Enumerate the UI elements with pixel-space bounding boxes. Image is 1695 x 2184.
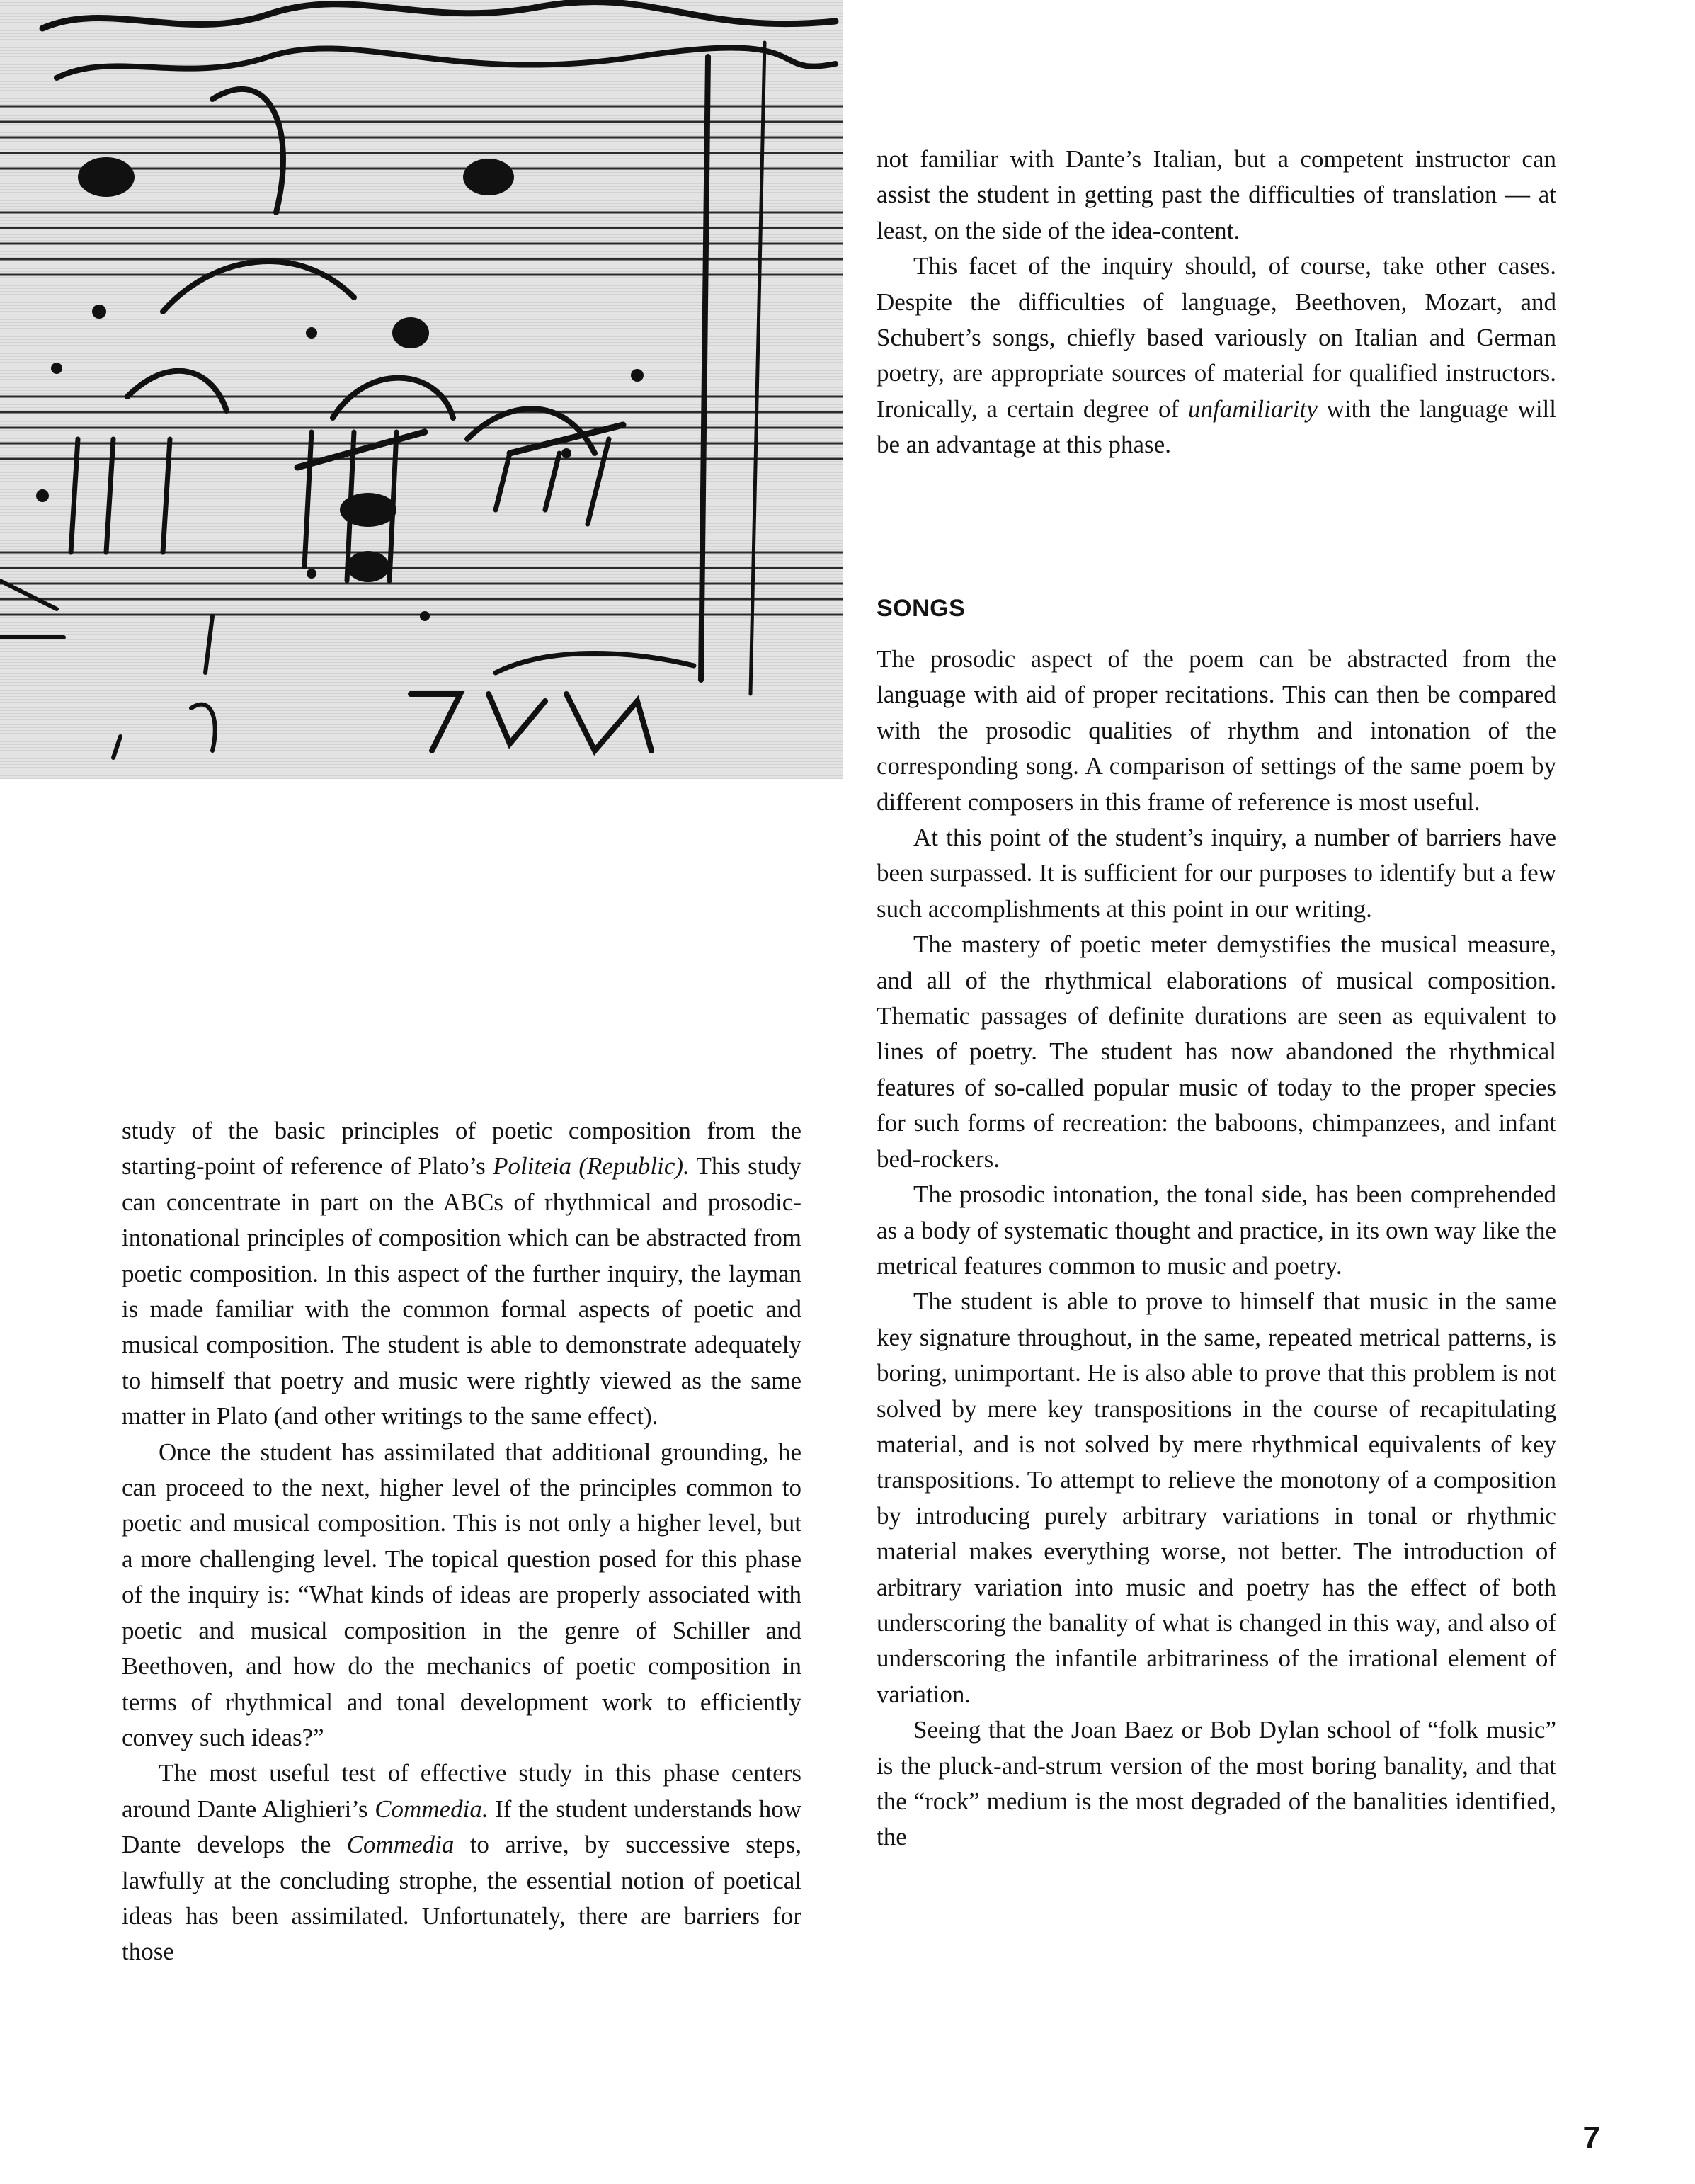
handwritten-music-manuscript-image [0,0,843,779]
italic-emphasis: unfamiliarity [1188,394,1318,423]
right-column-bottom [877,642,1556,1855]
paragraph: not familiar with Dante’s Italian, but a competent instructor can assist the student in getting past the difficulties of translation — at least, on the side of the idea-content. [877,145,1556,244]
paragraph: The prosodic intonation, the tonal side, has been comprehended as a body of systematic thought and practice, in its own way like the metrical features common to music and poetry. [877,1181,1556,1280]
italic-title: Politeia (Republic). [493,1152,690,1181]
section-heading: SONGS [877,595,966,622]
paragraph: The student is able to prove to himself that music in the same key signature throughout, in the same, repeated metrical patterns, is boring, unimportant. He is also able to prove that this problem is not solved by mere key transpositions in the course of recapitulating material, and is not solved by mere rhythmical equivalents of key transpositions. To attempt to relieve the monotony of a composition by introducing purely arbitrary variations in tonal or rhythmic material makes everything worse, not better. The introduction of arbitrary variation into music and poetry has the effect of both underscoring the banality of what is changed in this way, and also of underscoring the infantile arbitrariness of the irrational element of variation. [877,1287,1556,1708]
right-column-top [877,142,1556,463]
left-column [122,1113,801,1970]
paragraph: At this point of the student’s inquiry, a number of barriers have been surpassed. It is sufficient for our purposes to identify but a few such accomplishments at this point in our writing. [877,824,1556,923]
italic-title: Commedia. [375,1795,489,1823]
paragraph: The mastery of poetic meter demystifies the musical measure, and all of the rhythmical elaborations of musical composition. Thematic passages of definite durations are seen as equivalent to lines of poetry. The student has now abandoned the rhythmical features of so-called popular music of today to the proper species for such forms of recreation: the baboons, chimpanzees, and infant bed-rockers. [877,931,1556,1173]
page-number: 7 [1582,2120,1600,2155]
paragraph: The prosodic aspect of the poem can be abstracted from the language with aid of proper recitations. This can then be compared with the prosodic qualities of rhythm and intonation of the corresponding song. A comparison of settings of the same poem by different composers in this frame of reference is most useful. [877,645,1556,816]
italic-title: Commedia [346,1831,455,1859]
paragraph: This facet of the inquiry should, of course, take other cases. Despite the difficulties of language, Beethoven, Mozart, and Schubert’s songs, chiefly based variously on Italian and German poetry, are appropriate sources of material for qualified instructors. Ironically, a certain degree of unfamiliarity with the language will be an advantage at this phase. [877,252,1557,459]
paragraph: Seeing that the Joan Baez or Bob Dylan school of “folk music” is the pluck-and-strum version of the most boring banality, and that the “rock” medium is the most degraded of the banalities identified, the [877,1716,1556,1851]
paragraph: Once the student has assimilated that additional grounding, he can proceed to the next, higher level of the principles common to poetic and musical composition. This is not only a higher level, but a more challenging level. The topical question posed for this phase of the inquiry is: “What kinds of ideas are properly associated with poetic and musical composition in the genre of Schiller and Beethoven, and how do the mechanics of poetic composition in terms of rhythmical and tonal development work to efficiently convey such ideas?” [122,1438,801,1751]
music-manuscript-image [0,0,843,779]
paragraph: study of the basic principles of poetic composition from the starting-point of reference of Plato’s Politeia (Republic). This study can concentrate in part on the ABCs of rhythmical and prosodic-intonational principles of composition which can be abstracted from poetic composition. In this aspect of the further inquiry, the layman is made familiar with the common formal aspects of poetic and musical composition. The student is able to demonstrate adequately to himself that poetry and music were rightly viewed as the same matter in Plato (and other writings to the same effect). [122,1117,801,1431]
paragraph: The most useful test of effective study in this phase centers around Dante Alighieri’s Commedia. If the student understands how Dante develops the Commedia to arrive, by successive steps, lawfully at the concluding strophe, the essential notion of poetical ideas has been assimilated. Unfortunately, there are barriers for those [122,1759,801,1966]
